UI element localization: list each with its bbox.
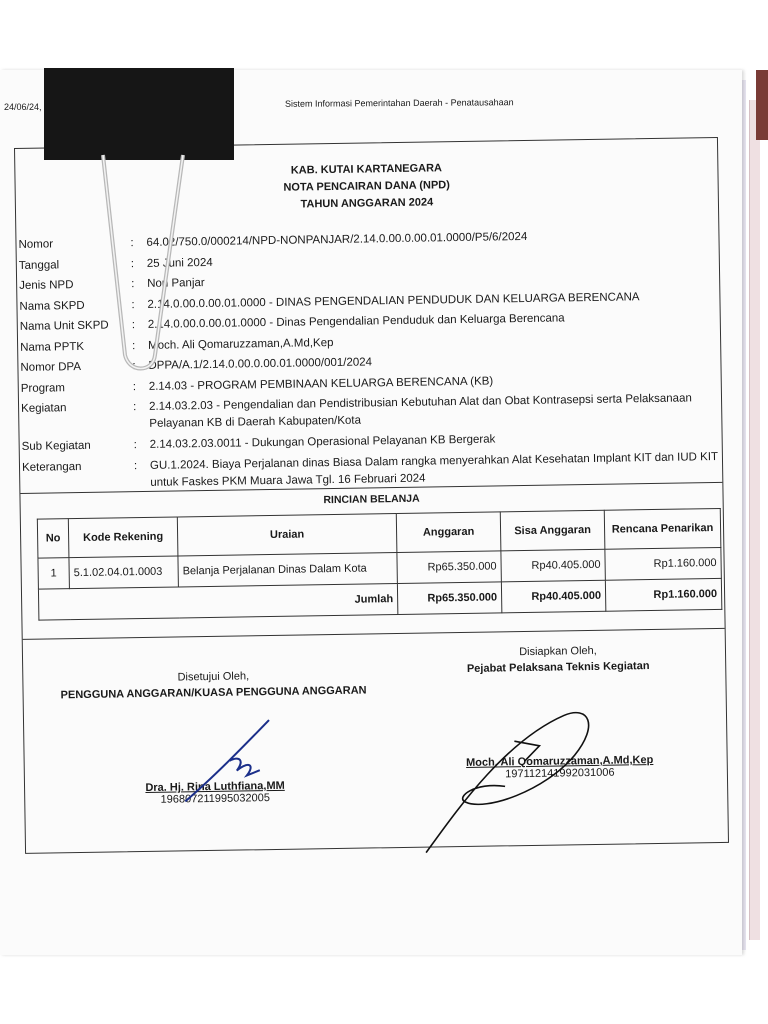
cell-kode: 5.1.02.04.01.0003 (69, 556, 178, 589)
info-value: DPPA/A.1/2.14.0.00.0.00.01.0000/001/2024 (148, 356, 373, 372)
info-value: 64.02/750.0/000214/NPD-NONPANJAR/2.14.0.00.0.00.01.0000/P5/6/2024 (146, 230, 528, 249)
info-label: Sub Kegiatan (21, 439, 91, 453)
sign-caption: Disetujui Oleh, (177, 670, 250, 684)
info-row-subkegiatan: Sub Kegiatan : 2.14.03.2.03.0011 - Dukungan Operasional Pelayanan KB Bergerak (20, 426, 720, 457)
system-name: Sistem Informasi Pemerintahan Daerah - Penatausahaan (284, 97, 514, 109)
col-kode: Kode Rekening (68, 517, 178, 558)
info-value: Non Panjar (147, 277, 205, 290)
binder-spine (756, 70, 768, 140)
info-value: Moch. Ali Qomaruzzaman,A.Md,Kep (148, 336, 334, 352)
divider (23, 628, 725, 640)
info-value: 2.14.03 - PROGRAM PEMBINAAN KELUARGA BERENCANA (KB) (148, 375, 494, 393)
info-label: Nama Unit SKPD (19, 319, 109, 333)
total-rencana: Rp1.160.000 (605, 578, 721, 611)
paper-edge (749, 100, 760, 940)
info-label: Jenis NPD (19, 279, 74, 292)
info-row-keterangan: Keterangan : GU.1.2024. Biaya Perjalanan dinas Biasa Dalam rangka menyerahkan Alat Kesehatan Implant KIT dan IUD KIT untuk Faskes PKM Muara Jawa Tgl. 16 Februari 2024 (20, 446, 721, 495)
sign-caption: Disiapkan Oleh, (519, 644, 597, 659)
title-line-3: TAHUN ANGGARAN 2024 (300, 196, 434, 211)
col-rencana: Rencana Penarikan (604, 508, 721, 549)
print-date: 24/06/24, (4, 102, 42, 112)
cell-anggaran: Rp65.350.000 (397, 551, 501, 584)
info-value: 25 Juni 2024 (146, 256, 213, 270)
sign-name: Moch. Ali Qomaruzzaman,A.Md,Kep (465, 754, 654, 769)
info-row-nomor: Nomor : 64.02/750.0/000214/NPD-NONPANJAR/2.14.0.00.0.00.01.0000/P5/6/2024 (16, 224, 716, 255)
info-value: GU.1.2024. Biaya Perjalanan dinas Biasa Dalam rangka menyerahkan Alat Kesehatan Implant KIT dan IUD KIT untuk Faskes PKM Muara Jawa Tgl. 16 Februari 2024 (149, 450, 718, 489)
info-row-tanggal: Tanggal : 25 Juni 2024 (17, 244, 717, 275)
title-line-2: NOTA PENCAIRAN DANA (NPD) (283, 179, 450, 194)
info-row-kegiatan: Kegiatan : 2.14.03.2.03 - Pengendalian dan Pendistribusian Kebutuhan Alat dan Obat Kontrasepsi serta Pelaksanaan Pelayanan KB di Daerah Kabupaten/Kota (19, 388, 720, 437)
cell-no: 1 (38, 558, 69, 589)
info-value: 2.14.0.00.0.00.01.0000 - Dinas Pengendalian Penduduk dan Keluarga Berencana (147, 312, 565, 331)
sign-role: Pejabat Pelaksana Teknis Kegiatan (466, 660, 650, 675)
info-label: Program (20, 381, 65, 395)
signature-left-icon (174, 715, 295, 807)
info-label: Nama SKPD (19, 299, 85, 313)
info-row-pptk: Nama PPTK : Moch. Ali Qomaruzzaman,A.Md,Kep (18, 326, 718, 357)
signature-right-icon (414, 700, 616, 863)
sign-nip: 196807211995032005 (160, 792, 270, 806)
info-row-dpa: Nomor DPA : DPPA/A.1/2.14.0.00.0.00.01.0000/001/2024 (18, 347, 718, 378)
info-row-skpd: Nama SKPD : 2.14.0.00.0.00.01.0000 - DINAS PENGENDALIAN PENDUDUK DAN KELUARGA BERENCANA (17, 285, 717, 316)
info-value: 2.14.0.00.0.00.01.0000 - DINAS PENGENDALIAN PENDUDUK DAN KELUARGA BERENCANA (147, 290, 640, 311)
total-label: Jumlah (38, 584, 397, 621)
info-row-jenis: Jenis NPD : Non Panjar (17, 265, 717, 296)
rincian-table (37, 508, 723, 621)
col-uraian: Uraian (177, 514, 397, 556)
info-value: 2.14.03.2.03.0011 - Dukungan Operasional Pelayanan KB Bergerak (149, 433, 496, 451)
paper-clip-icon (95, 145, 205, 375)
info-label: Tanggal (18, 258, 60, 272)
info-label: Nomor (18, 238, 54, 251)
title-line-1: KAB. KUTAI KARTANEGARA (290, 162, 443, 177)
info-label: Kegiatan (21, 402, 67, 415)
info-label: Keterangan (21, 460, 82, 474)
sign-name: Dra. Hj. Rina Luthfiana,MM (145, 779, 285, 795)
rincian-title: RINCIAN BELANJA (323, 492, 420, 507)
cell-uraian: Belanja Perjalanan Dinas Dalam Kota (178, 553, 397, 587)
cell-sisa: Rp40.405.000 (501, 549, 605, 582)
total-sisa: Rp40.405.000 (501, 580, 605, 613)
info-row-unit: Nama Unit SKPD : 2.14.0.00.0.00.01.0000 - Dinas Pengendalian Penduduk dan Keluarga Berencana (18, 306, 718, 337)
col-sisa: Sisa Anggaran (500, 510, 605, 551)
info-row-program: Program : 2.14.03 - PROGRAM PEMBINAAN KELUARGA BERENCANA (KB) (19, 367, 719, 398)
col-no: No (37, 519, 69, 558)
sign-role: PENGGUNA ANGGARAN/KUASA PENGGUNA ANGGARAN (60, 684, 367, 702)
info-label: Nama PPTK (20, 340, 85, 354)
total-anggaran: Rp65.350.000 (397, 582, 501, 615)
cell-rencana: Rp1.160.000 (605, 547, 721, 580)
sign-nip: 197112141992031006 (505, 766, 615, 781)
col-anggaran: Anggaran (396, 512, 501, 553)
info-label: Nomor DPA (20, 360, 82, 374)
info-value: 2.14.03.2.03 - Pengendalian dan Pendistribusian Kebutuhan Alat dan Obat Kontrasepsi serta Pelaksanaan Pelayanan KB di Daerah Kabupaten/Kota (148, 392, 692, 430)
